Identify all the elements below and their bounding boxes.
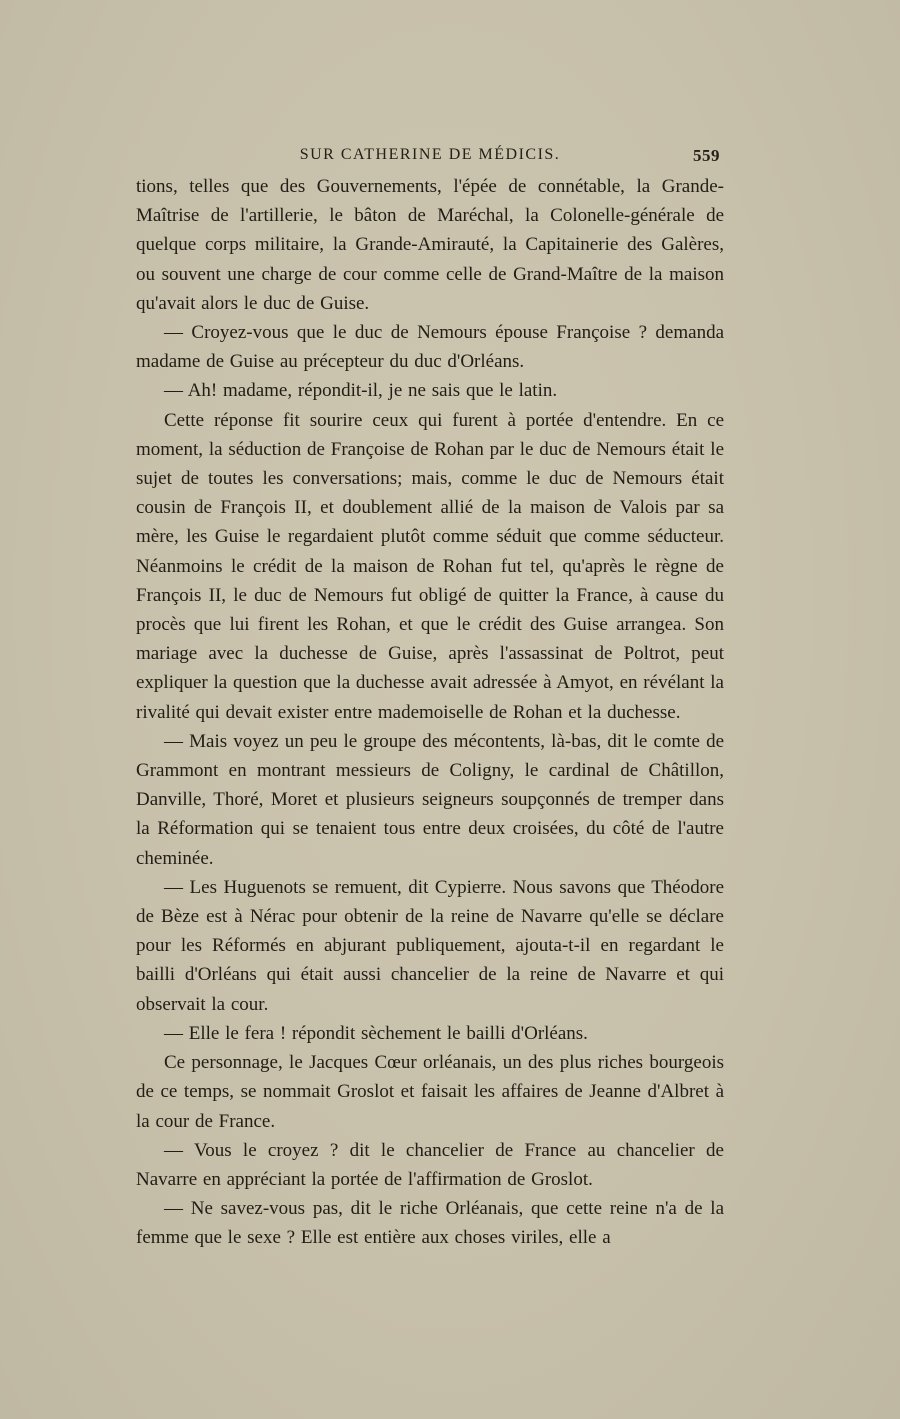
paragraph: — Mais voyez un peu le groupe des mécontents, là-bas, dit le comte de Grammont en montrant messieurs de Coligny, le cardinal de Châtillon, Danville, Thoré, Moret et plusieurs seigneurs soupçonnés de tremper dans la Réformation qui se tenaient tous entre deux croisées, du côté de l'autre cheminée. bbox=[136, 730, 724, 869]
paragraph: — Ah! madame, répondit-il, je ne sais que le latin. bbox=[164, 380, 558, 402]
paragraph: — Vous le croyez ? dit le chancelier de France au chancelier de Navarre en appréciant la portée de l'affirmation de Groslot. bbox=[136, 1139, 724, 1190]
paragraph: tions, telles que des Gouvernements, l'épée de connétable, la Grande-Maîtrise de l'artillerie, le bâton de Maréchal, la Colonelle-générale de quelque corps militaire, la Grande-Amirauté, la Capitainerie des Galères, ou souvent une charge de cour comme celle de Grand-Maître de la maison qu'avait alors le duc de Guise. bbox=[136, 176, 724, 314]
running-head bbox=[138, 146, 722, 168]
paragraph: — Elle le fera ! répondit sèchement le bailli d'Orléans. bbox=[164, 1022, 588, 1044]
paragraph: — Les Huguenots se remuent, dit Cypierre. Nous savons que Théodore de Bèze est à Nérac pour obtenir de la reine de Navarre qu'elle se déclare pour les Réformés en abjurant publiquement, ajouta-t-il en regardant le bailli d'Orléans qui était aussi chancelier de la reine de Navarre et qui observait la cour. bbox=[136, 876, 724, 1015]
paragraph: — Croyez-vous que le duc de Nemours épouse Françoise ? demanda madame de Guise au précepteur du duc d'Orléans. bbox=[136, 322, 724, 373]
text-block bbox=[136, 172, 724, 1253]
paragraph: Cette réponse fit sourire ceux qui furent à portée d'entendre. En ce moment, la séduction de Françoise de Rohan par le duc de Nemours était le sujet de toutes les conversations; mais, comme le duc de Nemours était cousin de François II, et doublement allié de la maison de Valois par sa mère, les Guise le regardaient plutôt comme séduit que comme séducteur. Néanmoins le crédit de la maison de Rohan fut tel, qu'après le règne de François II, le duc de Nemours fut obligé de quitter la France, à cause du procès que lui firent les Rohan, et que le crédit des Guise arrangea. Son mariage avec la duchesse de Guise, après l'assassinat de Poltrot, peut expliquer la question que la duchesse avait adressée à Amyot, en révélant la rivalité qui devait exister entre mademoiselle de Rohan et la duchesse. bbox=[136, 409, 724, 723]
paragraph: — Ne savez-vous pas, dit le riche Orléanais, que cette reine n'a de la femme que le sexe ? Elle est entière aux choses viriles, elle a bbox=[136, 1198, 724, 1249]
page-number: 559 bbox=[693, 146, 720, 165]
running-head-title: SUR CATHERINE DE MÉDICIS. bbox=[299, 146, 561, 163]
paragraph: Ce personnage, le Jacques Cœur orléanais, un des plus riches bourgeois de ce temps, se nommait Groslot et faisait les affaires de Jeanne d'Albret à la cour de France. bbox=[136, 1052, 724, 1132]
